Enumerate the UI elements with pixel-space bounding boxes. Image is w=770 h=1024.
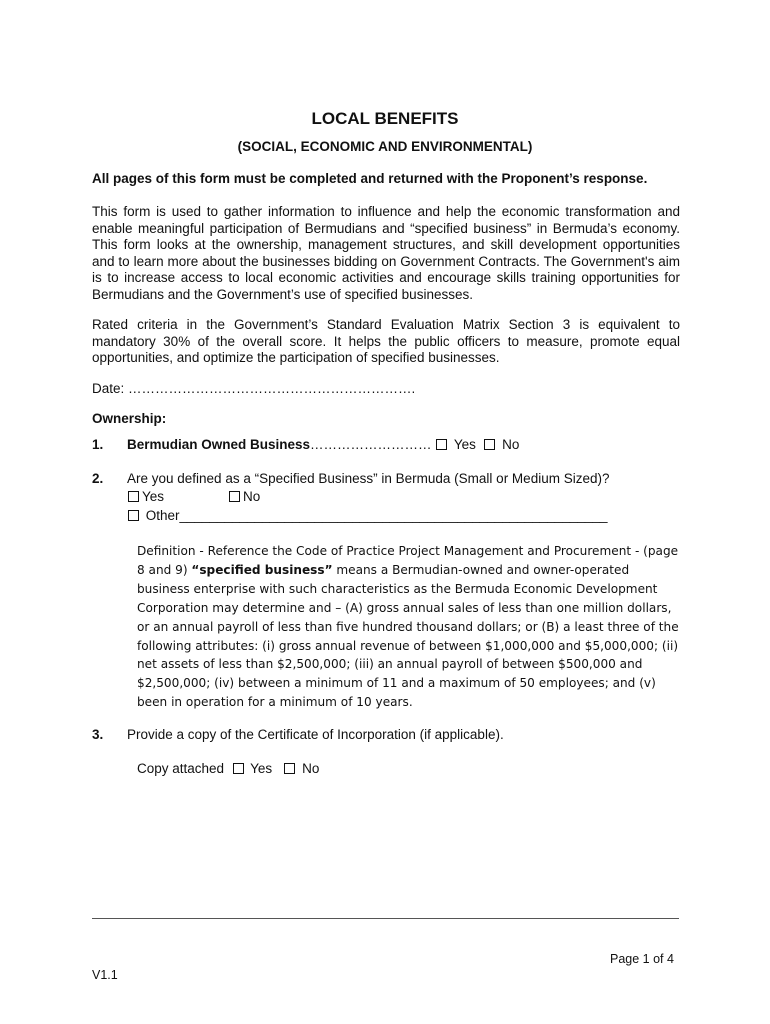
q3-copy-label: Copy attached bbox=[137, 761, 225, 776]
ownership-heading: Ownership: bbox=[92, 411, 167, 426]
page-title: LOCAL BENEFITS bbox=[311, 109, 459, 128]
page-number: Page 1 of 4 bbox=[610, 952, 674, 966]
specified-business-definition bbox=[137, 542, 682, 712]
question-1-number: 1. bbox=[92, 437, 104, 452]
criteria-paragraph: Rated criteria in the Government’s Standard Evaluation Matrix Section 3 is equivalent to mandatory 30% of the overall score. It helps the public officers to measure, promote equal opportunities, and optimize the participation of specified businesses. bbox=[92, 317, 680, 365]
question-2-number: 2. bbox=[92, 471, 104, 486]
question-3-number: 3. bbox=[92, 727, 104, 742]
definition-term: “specified business” bbox=[191, 562, 333, 577]
question-1 bbox=[127, 437, 519, 452]
question-1-label: Bermudian Owned Business bbox=[127, 437, 311, 452]
intro-paragraph: This form is used to gather information to influence and help the economic transformation and enable meaningful participation of Bermudians and “specified business” in Bermuda’s economy. This form looks at the ownership, management structures, and skill development opportunities and to learn more about the businesses bidding on Government Contracts. The Government's aim is to increase access to local economic activities and encourage skills training opportunities for Bermudians and the Government’s use of specified businesses. bbox=[92, 204, 680, 302]
q3-no-checkbox[interactable] bbox=[284, 763, 295, 774]
date-field[interactable]: Date: ………………………………………………………. bbox=[92, 381, 416, 396]
q1-no-checkbox[interactable] bbox=[484, 439, 495, 450]
definition-prefix: Definition - Reference the Code of Practice Project Management and Procurement - (page 8 and 9) bbox=[137, 544, 679, 577]
q2-other-option bbox=[127, 508, 608, 523]
q3-yes-checkbox[interactable] bbox=[233, 763, 244, 774]
footer-divider bbox=[92, 918, 679, 919]
q3-no-label: No bbox=[302, 761, 320, 776]
q2-yes-label: Yes bbox=[142, 489, 165, 504]
q2-no-label: No bbox=[243, 489, 261, 504]
q2-other-field[interactable]: Other_________________________________________________________ bbox=[145, 508, 608, 523]
q3-copy-attached bbox=[137, 761, 319, 776]
q2-other-checkbox[interactable] bbox=[128, 510, 139, 521]
completion-notice: All pages of this form must be completed and returned with the Proponent’s response. bbox=[92, 171, 648, 186]
q2-yes-checkbox[interactable] bbox=[128, 491, 139, 502]
question-3-label: Provide a copy of the Certificate of Incorporation (if applicable). bbox=[127, 727, 504, 742]
q1-yes-checkbox[interactable] bbox=[436, 439, 447, 450]
q2-yes-option bbox=[127, 489, 164, 504]
q2-no-option bbox=[228, 489, 260, 504]
q1-yes-label: Yes bbox=[453, 437, 476, 452]
question-2-label: Are you defined as a “Specified Business” in Bermuda (Small or Medium Sized)? bbox=[127, 471, 610, 486]
version-label: V1.1 bbox=[92, 968, 118, 982]
q2-no-checkbox[interactable] bbox=[229, 491, 240, 502]
definition-body: means a Bermudian-owned and owner-operated business enterprise with such characteristics as the Bermuda Economic Development Corporation may determine and – (A) gross annual sales of less than one million dollars, or an annual payroll of less than five hundred thousand dollars; or (B) a least three of the following attributes: (i) gross annual revenue of between $1,000,000 and $5,000,000; (ii) net assets of less than $2,500,000; (iii) an annual payroll of between $500,000 and $2,500,000; (iv) between a minimum of 11 and a maximum of 50 employees; and (v) been in operation for a minimum of 10 years. bbox=[137, 562, 679, 710]
q3-yes-label: Yes bbox=[250, 761, 273, 776]
page-subtitle: (SOCIAL, ECONOMIC AND ENVIRONMENTAL) bbox=[237, 139, 533, 154]
q1-no-label: No bbox=[502, 437, 520, 452]
question-1-leader: ……………………… bbox=[310, 437, 432, 452]
